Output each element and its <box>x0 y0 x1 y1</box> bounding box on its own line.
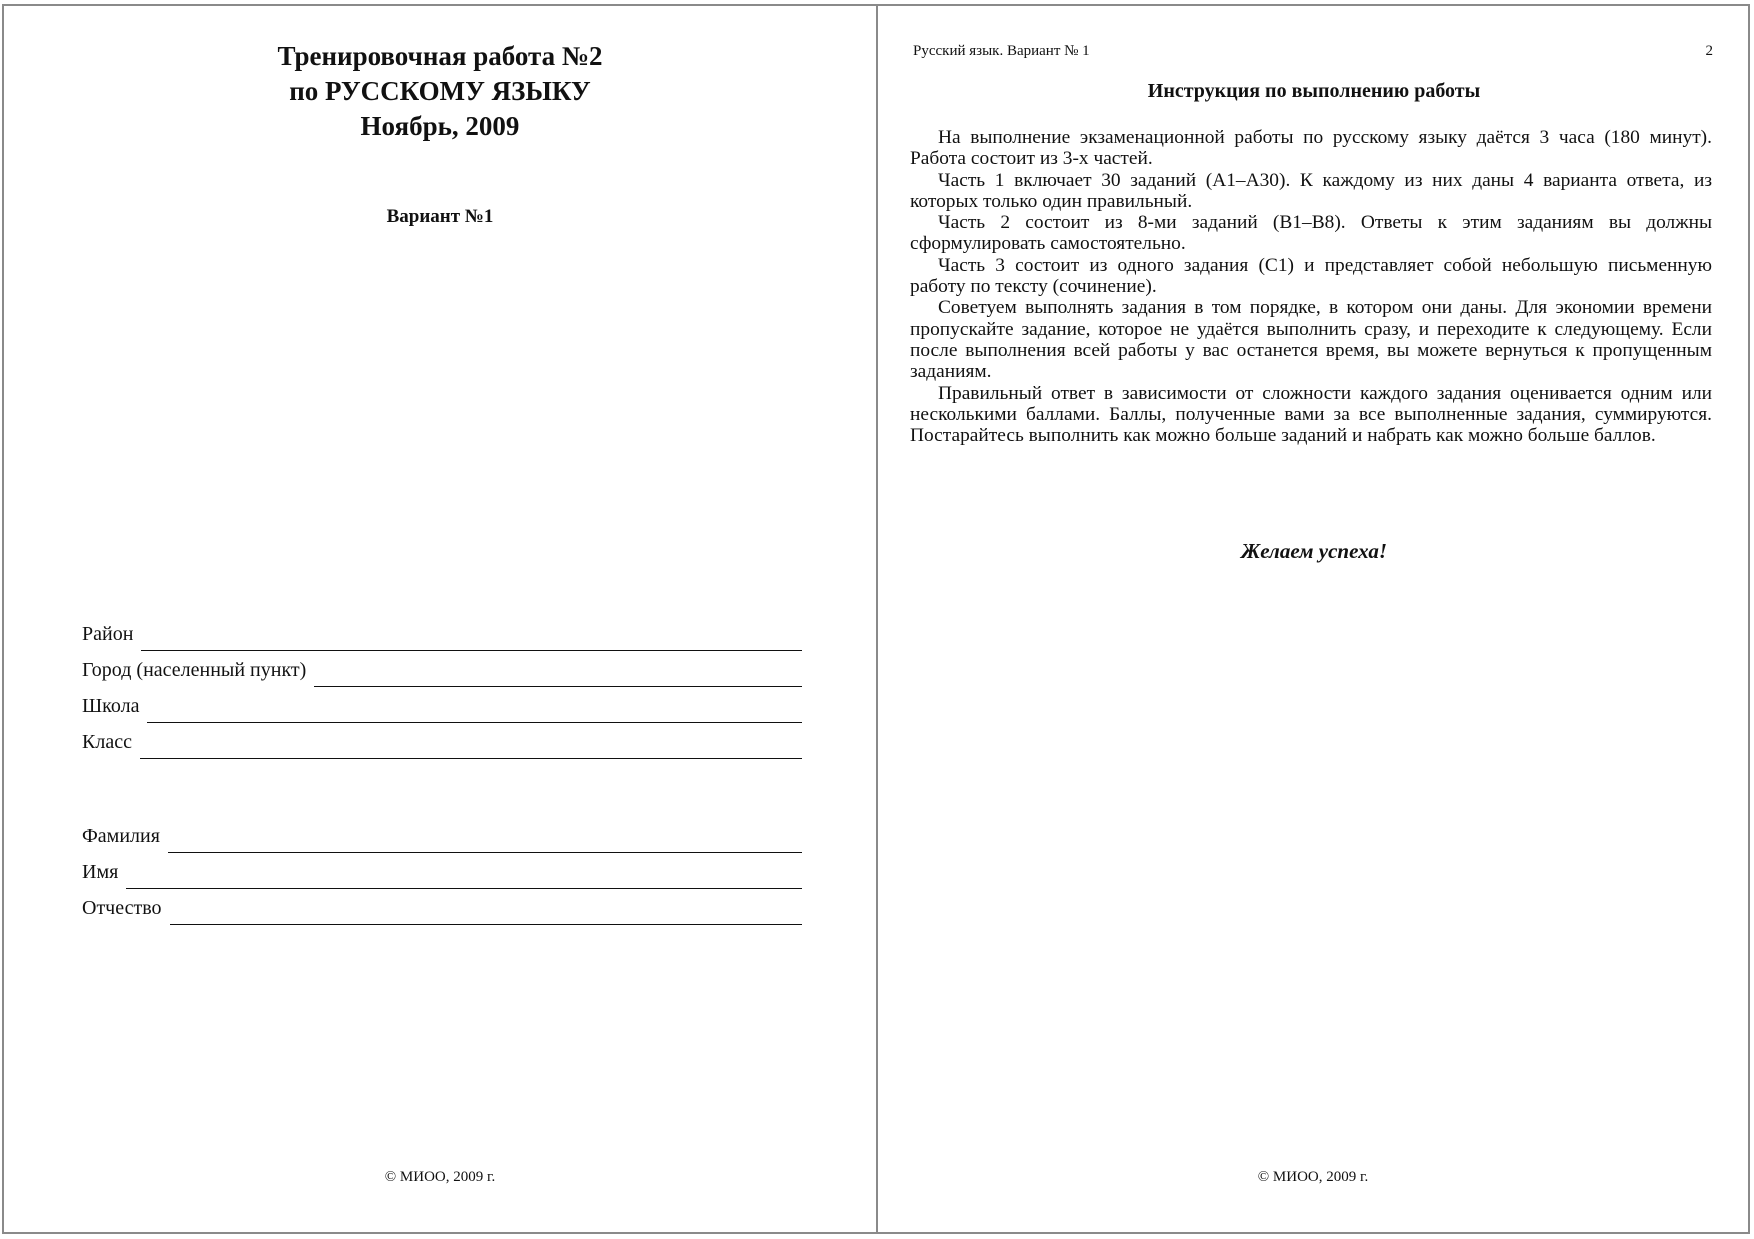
school-input-line[interactable] <box>147 696 802 723</box>
running-header-title: Русский язык. Вариант № 1 <box>913 43 1090 59</box>
running-header <box>913 43 1713 60</box>
surname-field <box>82 817 802 847</box>
left-page-footer: © МИОО, 2009 г. <box>384 1169 496 1185</box>
district-label: Район <box>82 623 134 645</box>
instruction-paragraph: Часть 1 включает 30 заданий (А1–А30). К каждому из них даны 4 варианта ответа, из которых только один правильный. <box>910 169 1712 212</box>
district-field <box>82 615 802 645</box>
district-input-line[interactable] <box>141 624 802 651</box>
patronymic-label: Отчество <box>82 897 162 919</box>
cover-page <box>2 4 878 1234</box>
patronymic-field <box>82 889 802 919</box>
patronymic-input-line[interactable] <box>170 898 802 925</box>
closing-wish: Желаем успеха! <box>1240 539 1388 563</box>
variant-label: Вариант №1 <box>386 206 494 227</box>
city-input-line[interactable] <box>314 660 802 687</box>
instructions-page <box>876 4 1750 1234</box>
instruction-paragraph: На выполнение экзаменационной работы по русскому языку даётся 3 часа (180 минут). Работа состоит из 3-х частей. <box>910 127 1712 170</box>
page-number: 2 <box>1705 43 1713 59</box>
instructions-body <box>910 127 1712 446</box>
title-line-2: по РУССКОМУ ЯЗЫКУ <box>289 76 591 106</box>
right-page-footer: © МИОО, 2009 г. <box>1257 1169 1369 1185</box>
title-line-1: Тренировочная работа №2 <box>277 41 603 71</box>
instruction-paragraph: Советуем выполнять задания в том порядке, в котором они даны. Для экономии времени пропускайте задание, которое не удаётся выполнить сразу, и переходите к следующему. Если после выполнения всей работы у вас останется время, вы можете вернуться к пропущенным заданиям. <box>910 297 1712 383</box>
school-label: Школа <box>82 695 140 717</box>
city-field <box>82 651 802 681</box>
class-input-line[interactable] <box>140 732 802 759</box>
instruction-paragraph: Правильный ответ в зависимости от сложности каждого задания оценивается одним или несколькими баллами. Баллы, полученные вами за все выполненные задания, суммируются. Постарайтесь выполнить как можно больше заданий и набрать как можно больше баллов. <box>910 382 1712 447</box>
city-label: Город (населенный пункт) <box>82 659 307 681</box>
first-name-input-line[interactable] <box>126 862 802 889</box>
instruction-paragraph: Часть 2 состоит из 8-ми заданий (В1–В8). Ответы к этим заданиям вы должны сформулировать самостоятельно. <box>910 212 1712 255</box>
surname-label: Фамилия <box>82 825 160 847</box>
class-field <box>82 723 802 753</box>
instructions-title: Инструкция по выполнению работы <box>1147 80 1481 102</box>
first-name-label: Имя <box>82 861 119 883</box>
instruction-paragraph: Часть 3 состоит из одного задания (С1) и представляет собой небольшую письменную работу по тексту (сочинение). <box>910 254 1712 298</box>
document-title <box>4 39 876 144</box>
class-label: Класс <box>82 731 132 753</box>
title-line-3: Ноябрь, 2009 <box>360 111 520 141</box>
surname-input-line[interactable] <box>168 826 802 853</box>
school-field <box>82 687 802 717</box>
first-name-field <box>82 853 802 883</box>
